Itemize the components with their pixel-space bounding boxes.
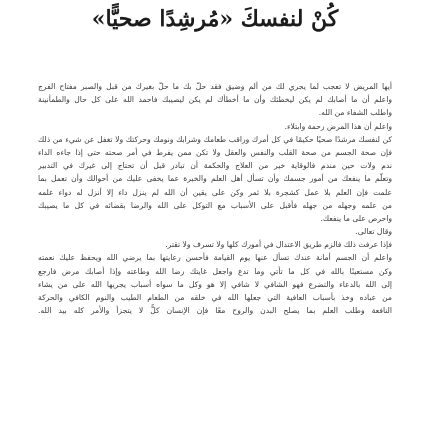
text-line: أيها المريض لا تعجب لما يجري لك من ألم وضيق فقد حلّ بك ما حلّ بغيرك من قبل والصبر مفتاح الفرج: [38, 82, 392, 91]
text-line: وقال تعالى.: [355, 227, 392, 237]
text-line: فإن صحة الجسم من صحة القلب والنفس والعقل ولا تكن ممن يفرط في أمر صحته حتى إذا جاءه الداء: [38, 147, 392, 157]
text-line: ندم ولات حين مندم فالوقاية خير من العلاج والحكمة أن تبادر قبل أن تحتاج إلى غيرك في التدبير: [38, 161, 392, 171]
paragraph: [38, 80, 392, 133]
text-line: النافعة وطلب العلم بما يصلح البدن والروح معًا فإن الإنسان كلٌّ لا يتجزأ والأمر كله بيد الله.: [38, 306, 392, 316]
text-line: واعلم أن ما أصابك لم يكن ليخطئك وأن ما أخطأك لم يكن ليصيبك فاحمد الله على كل حال والطمأنينة: [38, 95, 392, 105]
page-title: كُنْ لنفسكَ «مُرشِدًا صحيًّا»: [91, 6, 339, 32]
text-line: واحرص على ما ينفعك.: [320, 213, 392, 223]
text-line: وكن مستعينًا بالله في كل ما تأتي وما تدع واجعل غايتك رضا الله وطاعته وإذا أصابك مرض فارجع: [38, 266, 392, 276]
text-line: فإذا عرفت ذلك فالزم طريق الاعتدال في أمورك كلها ولا تسرف ولا تقتر.: [165, 240, 392, 250]
text-line: واعلم أن هذا المرض رحمة وابتلاء.: [284, 121, 392, 131]
body-text: [38, 80, 392, 317]
paragraph: [38, 238, 392, 317]
text-line: وتعلّم ما ينفعك من أمور جسمك وأن تسأل أهل العلم والخبرة عما يخفى عليك من أحوالك وأن تعمل بما: [38, 174, 392, 184]
text-line: كن لنفسك مرشدًا صحيًا حكيمًا في كل أمرك وراقب طعامك وشرابك ونومك وحركتك ولا تغفل عن شيء من ذلك: [38, 134, 392, 144]
text-line: علمت فإن العلم بلا عمل كشجرة بلا ثمر وكن على يقين أن الله لم ينزل داء إلا أنزل له دواء علمه: [38, 187, 392, 197]
text-line: من علمه وجهله من جهله فأقبل على الأسباب مع التوكل على الله والرضا بقضائه في كل ما يصيبك: [38, 200, 392, 210]
text-line: إلى الله بالدعاء والتضرع فهو الشافي لا شافي إلا هو وكل ما سواه أسباب يجريها الله على من يشاء: [38, 279, 392, 289]
text-line: واطلب الشفاء من الله.: [318, 108, 392, 118]
text-line: من عباده وخذ بأسباب العافية التي جعلها الله في خلقه من الطعام الطيب والنوم الكافي والحركة: [38, 293, 392, 302]
paragraph: [38, 133, 392, 239]
text-line: واعلم أن الجسم أمانة عندك تسأل عنها يوم القيامة فأحسن رعايتها بما يرضي الله ويحفظ عليك نعمته: [38, 253, 392, 263]
